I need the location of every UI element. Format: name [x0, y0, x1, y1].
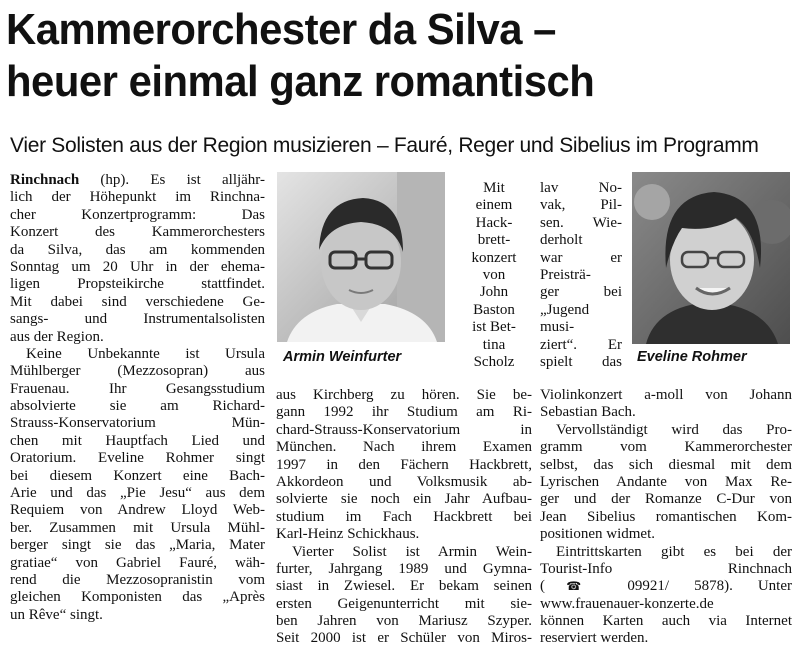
- text-line: bei diesem Konzert eine Bach-: [10, 467, 265, 484]
- headline-line-1: Kammerorchester da Silva –: [6, 5, 556, 54]
- portrait-young-man-icon: [277, 172, 445, 342]
- text-line: Mit: [483, 180, 505, 196]
- text-line: Mühlberger (Mezzosopran) aus: [10, 363, 265, 380]
- text-line: ger bei: [540, 284, 622, 301]
- text-line: Vierter Solist ist Armin Wein-: [292, 543, 532, 560]
- text-line: Requiem von Andrew Lloyd Web-: [10, 502, 265, 519]
- text-line: aus der Region.: [10, 328, 104, 345]
- text-line: ber. Zusammen mit Ursula Mühl-: [10, 519, 265, 536]
- text-line: positionen widmet.: [540, 526, 655, 543]
- text-line: Baston: [473, 301, 515, 318]
- text-line: Preisträ-: [540, 266, 591, 283]
- text-line: Violinkonzert a-moll von Johann: [540, 387, 792, 403]
- text-line: Seit 2000 ist er Schüler von Miros-: [276, 630, 532, 647]
- text-line: vak, Pil-: [540, 197, 622, 214]
- text-line: berger singt sie das „Maria, Mater: [10, 537, 265, 554]
- text-line: ben Jahren von Mariusz Szyper.: [276, 613, 532, 630]
- text-line: absolvierte sie am Richard-: [10, 398, 265, 415]
- text-line: un Rêve“ singt.: [10, 606, 103, 623]
- text-line: gann 1992 ihr Studium am Ri-: [276, 404, 532, 421]
- text-line: gleichen Komponisten das „Après: [10, 589, 265, 606]
- text-line: lav No-: [540, 180, 622, 196]
- text-line: Frauenau. Ihr Gesangsstudium: [10, 380, 265, 397]
- portrait-woman-glasses-icon: [632, 172, 790, 344]
- text-line: gramm vom Kammerorchester: [540, 439, 792, 456]
- text-line: Lyrischen Andante von Max Re-: [540, 473, 792, 490]
- text-line: Vervollständigt wird das Pro-: [556, 421, 792, 438]
- text-line: Strauss-Konservatorium Mün-: [10, 415, 265, 432]
- text-line: Sonntag um 20 Uhr in der ehema-: [10, 258, 265, 275]
- text-line: Hack-: [475, 214, 513, 231]
- text-line: Sebastian Bach.: [540, 404, 636, 421]
- text-line: tina: [482, 336, 506, 353]
- text-line: ger und der Romanze C-Dur von: [540, 491, 792, 508]
- article-column-2: [276, 387, 532, 648]
- text-line: brett-: [477, 232, 511, 249]
- text-line: reserviert werden.: [540, 630, 649, 647]
- text-line: lich der Höhepunkt im Rinchna-: [10, 189, 265, 206]
- text-line: da Silva, das am kommenden: [10, 241, 265, 258]
- text-line: Rinchnach (hp). Es ist alljähr-: [10, 172, 265, 188]
- text-line: cher Konzertprogramm: Das: [10, 206, 265, 223]
- text-line: Konzert des Kammerorchesters: [10, 224, 265, 241]
- text-line: derholt: [540, 232, 583, 249]
- subtitle: Vier Solisten aus der Region musizieren – Fauré, Reger und Sibelius im Programm: [10, 134, 759, 157]
- text-line: sen. Wie-: [540, 214, 622, 231]
- text-line: Scholz: [473, 353, 515, 370]
- text-line: ersten Geigenunterricht mit sie-: [276, 595, 532, 612]
- article-column-3-narrow: [540, 180, 622, 371]
- text-line: sangs- und Instrumentalsolisten: [10, 311, 265, 328]
- phone-icon: ☎: [545, 579, 603, 594]
- article-column-2-narrow: [456, 180, 532, 371]
- text-line: Tourist-Info Rinchnach: [540, 560, 792, 577]
- text-line: 1997 in den Fächern Hackbrett,: [276, 456, 532, 473]
- text-line: konzert: [471, 249, 517, 266]
- text-line: München. Nach ihrem Examen: [276, 439, 532, 456]
- text-line: spielt das: [540, 353, 622, 370]
- article-column-1: [10, 172, 265, 624]
- text-line: Keine Unbekannte ist Ursula: [26, 345, 265, 362]
- text-line: Jean Sibelius romantischen Kom-: [540, 508, 792, 525]
- text-line: Oratorium. Eveline Rohmer singt: [10, 450, 265, 467]
- text-line: www.frauenauer-konzerte.de: [540, 595, 714, 612]
- text-line: chen mit Hauptfach Lied und: [10, 432, 265, 449]
- text-line: (☎ 09921/ 5878). Unter: [540, 578, 792, 595]
- text-line: Karl-Heinz Schickhaus.: [276, 526, 420, 543]
- text-line: selbst, das sich diesmal mit dem: [540, 456, 792, 473]
- photo-eveline-rohmer: [632, 172, 790, 344]
- caption-eveline-rohmer: Eveline Rohmer: [637, 349, 747, 365]
- text-line: aus Kirchberg zu hören. Sie be-: [276, 387, 532, 403]
- text-line: ligen Propsteikirche stattfindet.: [10, 276, 265, 293]
- text-line: studium im Fach Hackbrett bei: [276, 508, 532, 525]
- text-line: ziert“. Er: [540, 336, 622, 353]
- text-line: John: [479, 284, 509, 301]
- text-line: können Karten auch via Internet: [540, 613, 792, 630]
- headline-line-2: heuer einmal ganz romantisch: [6, 57, 595, 106]
- article-column-3: [540, 387, 792, 648]
- text-line: furter, Jahrgang 1989 und Gymna-: [276, 560, 532, 577]
- text-line: gratiae“ von Gabriel Fauré, wäh-: [10, 554, 265, 571]
- caption-armin-weinfurter: Armin Weinfurter: [283, 349, 402, 365]
- text-line: „Jugend: [540, 301, 590, 318]
- text-line: Eintrittskarten gibt es bei der: [556, 543, 792, 560]
- text-line: von: [482, 266, 506, 283]
- headline: [6, 4, 757, 108]
- text-line: solvierte sie noch ein Jahr Aufbau-: [276, 491, 532, 508]
- text-line: Akkordeon und Volksmusik ab-: [276, 473, 532, 490]
- text-line: war er: [540, 249, 622, 266]
- text-line: Arie und das „Pie Jesu“ aus dem: [10, 485, 265, 502]
- text-line: chard-Strauss-Konservatorium in: [276, 421, 532, 438]
- photo-armin-weinfurter: [277, 172, 445, 342]
- text-line: ist Bet-: [472, 319, 516, 336]
- text-line: musi-: [540, 319, 575, 336]
- text-line: siast in Zwiesel. Er bekam seinen: [276, 578, 532, 595]
- text-line: einem: [475, 197, 513, 214]
- text-line: rend die Mezzosopranistin vom: [10, 571, 265, 588]
- text-line: Mit dabei sind verschiedene Ge-: [10, 293, 265, 310]
